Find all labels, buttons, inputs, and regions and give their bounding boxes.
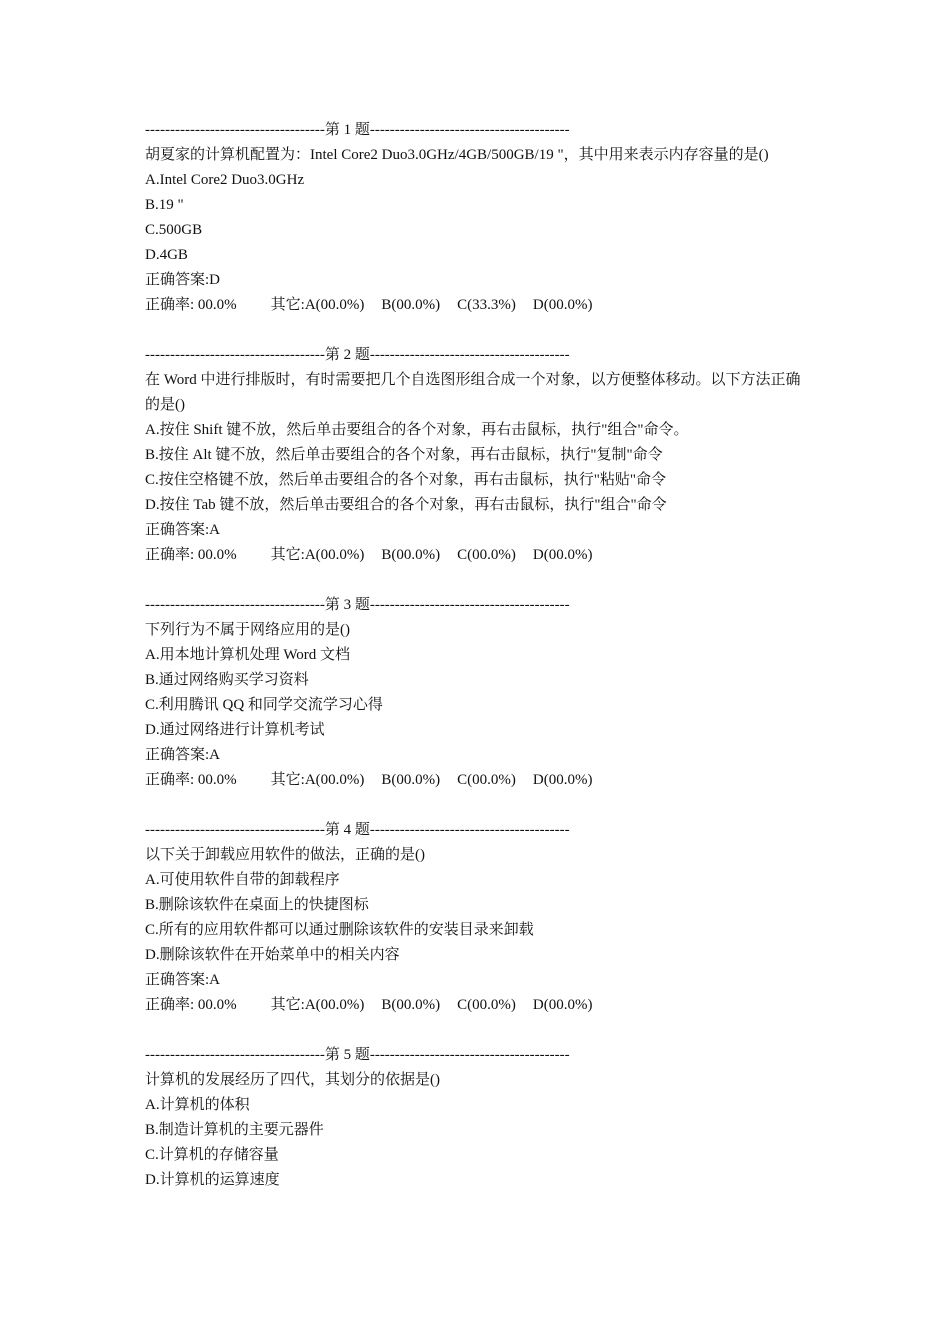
option-d: D.通过网络进行计算机考试 — [145, 722, 325, 738]
option-c: C.按住空格键不放，然后单击要组合的各个对象，再右击鼠标，执行"粘贴"命令 — [145, 472, 667, 488]
question-divider: ------------------------------------第 1 题---------------------------------------- — [145, 122, 570, 138]
correct-answer: 正确答案:A — [145, 747, 221, 763]
option-b: B.19 " — [145, 197, 184, 213]
other-a-rate: 其它:A(00.0%) — [270, 997, 365, 1013]
document-page — [145, 118, 825, 1218]
option-c: C.利用腾讯 QQ 和同学交流学习心得 — [145, 697, 383, 713]
option-b: B.删除该软件在桌面上的快捷图标 — [145, 897, 369, 913]
accuracy-rate: 正确率: 00.0% — [145, 547, 237, 563]
other-d-rate: D(00.0%) — [532, 547, 593, 563]
option-c: C.500GB — [145, 222, 203, 238]
option-d: D.计算机的运算速度 — [145, 1172, 280, 1188]
option-a: A.用本地计算机处理 Word 文档 — [145, 647, 351, 663]
question-1 — [145, 118, 825, 318]
question-stem: 下列行为不属于网络应用的是() — [145, 622, 350, 638]
option-d: D.按住 Tab 键不放，然后单击要组合的各个对象，再右击鼠标，执行"组合"命令 — [145, 497, 667, 513]
other-b-rate: B(00.0%) — [381, 997, 441, 1013]
answer-stats — [145, 543, 825, 568]
other-a-rate: 其它:A(00.0%) — [270, 772, 365, 788]
other-a-rate: 其它:A(00.0%) — [270, 547, 365, 563]
question-stem: 计算机的发展经历了四代，其划分的依据是() — [145, 1072, 440, 1088]
other-b-rate: B(00.0%) — [381, 547, 441, 563]
question-2 — [145, 343, 825, 568]
correct-answer: 正确答案:A — [145, 972, 221, 988]
question-divider: ------------------------------------第 5 题---------------------------------------- — [145, 1047, 570, 1063]
accuracy-rate: 正确率: 00.0% — [145, 997, 237, 1013]
option-b: B.按住 Alt 键不放，然后单击要组合的各个对象，再右击鼠标，执行"复制"命令 — [145, 447, 663, 463]
question-stem: 在 Word 中进行排版时，有时需要把几个自选图形组合成一个对象，以方便整体移动。以下方法正确的是() — [145, 372, 801, 413]
accuracy-rate: 正确率: 00.0% — [145, 297, 237, 313]
other-b-rate: B(00.0%) — [381, 297, 441, 313]
other-c-rate: C(00.0%) — [457, 547, 516, 563]
other-d-rate: D(00.0%) — [532, 772, 593, 788]
option-a: A.计算机的体积 — [145, 1097, 250, 1113]
question-divider: ------------------------------------第 4 题---------------------------------------- — [145, 822, 570, 838]
option-b: B.制造计算机的主要元器件 — [145, 1122, 324, 1138]
option-c: C.计算机的存储容量 — [145, 1147, 279, 1163]
other-b-rate: B(00.0%) — [381, 772, 441, 788]
question-5 — [145, 1043, 825, 1193]
question-divider: ------------------------------------第 2 题---------------------------------------- — [145, 347, 570, 363]
option-a: A.按住 Shift 键不放，然后单击要组合的各个对象，再右击鼠标，执行"组合"命令。 — [145, 422, 689, 438]
option-a: A.可使用软件自带的卸载程序 — [145, 872, 340, 888]
other-c-rate: C(00.0%) — [457, 997, 516, 1013]
option-d: D.4GB — [145, 247, 188, 263]
other-c-rate: C(00.0%) — [457, 772, 516, 788]
question-stem: 以下关于卸载应用软件的做法，正确的是() — [145, 847, 425, 863]
other-d-rate: D(00.0%) — [532, 297, 593, 313]
question-divider: ------------------------------------第 3 题---------------------------------------- — [145, 597, 570, 613]
question-stem: 胡夏家的计算机配置为：Intel Core2 Duo3.0GHz/4GB/500GB/19 "，其中用来表示内存容量的是() — [145, 147, 769, 163]
option-d: D.删除该软件在开始菜单中的相关内容 — [145, 947, 400, 963]
option-c: C.所有的应用软件都可以通过删除该软件的安装目录来卸载 — [145, 922, 534, 938]
option-a: A.Intel Core2 Duo3.0GHz — [145, 172, 305, 188]
answer-stats — [145, 993, 825, 1018]
accuracy-rate: 正确率: 00.0% — [145, 772, 237, 788]
question-3 — [145, 593, 825, 793]
option-b: B.通过网络购买学习资料 — [145, 672, 309, 688]
other-d-rate: D(00.0%) — [532, 997, 593, 1013]
other-c-rate: C(33.3%) — [457, 297, 516, 313]
correct-answer: 正确答案:D — [145, 272, 221, 288]
correct-answer: 正确答案:A — [145, 522, 221, 538]
other-a-rate: 其它:A(00.0%) — [270, 297, 365, 313]
question-4 — [145, 818, 825, 1018]
answer-stats — [145, 768, 825, 793]
answer-stats — [145, 293, 825, 318]
